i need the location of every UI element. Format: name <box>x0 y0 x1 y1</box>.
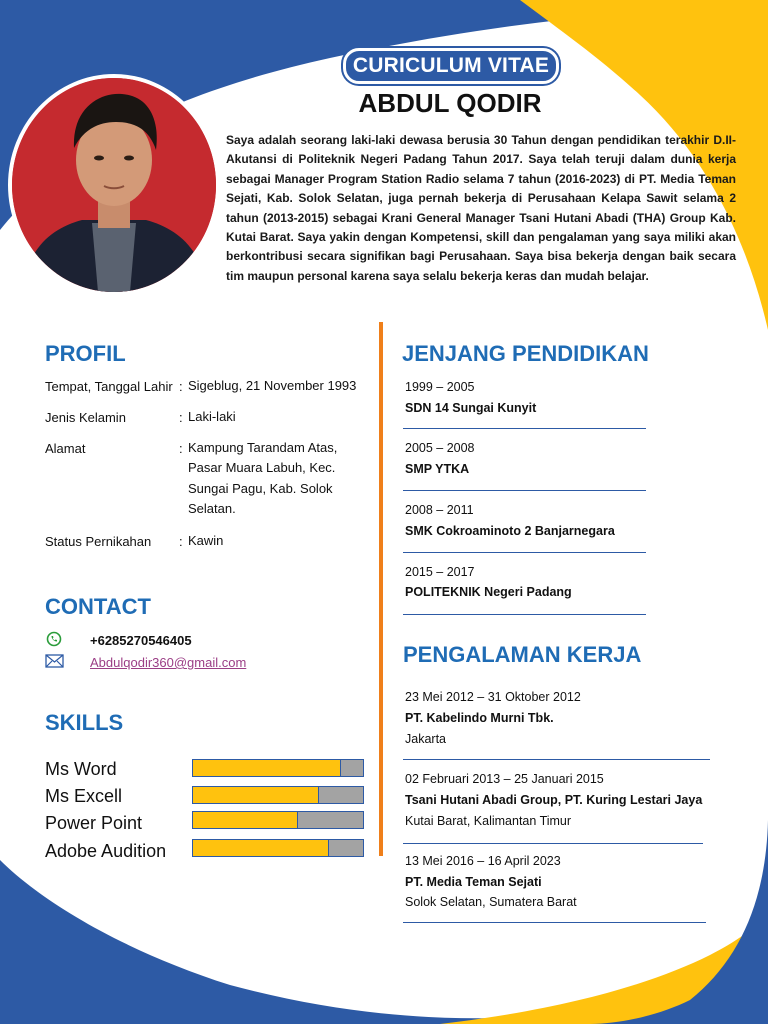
profile-photo <box>8 74 220 296</box>
profil-sep: : <box>179 379 183 394</box>
job-location: Jakarta <box>405 732 446 746</box>
skill-name: Ms Excell <box>45 786 123 806</box>
job-date: 13 Mei 2016 – 16 April 2023 <box>405 854 561 868</box>
profil-value-marital: Kawin <box>188 533 224 548</box>
summary-paragraph: Saya adalah seorang laki-laki dewasa berusia 30 Tahun dengan pendidikan terakhir D.II-Akutansi di Politeknik Negeri Padang Tahun 2017. Saya telah teruji dalam dunia kerja sebagai Manager Program Station Radio selama 7 tahun (2016-2023) di PT. Media Teman Sejati, Kab. Solok Selatan, juga pernah bekerja di Perusahaan Kelapa Sawit selama 2 tahun (2013-2015) sebagai Krani General Manager Tsani Hutani Abadi (THA) Group Kab. Kutai Barat. Saya yakin dengan Kompetensi, skill dan pengalaman yang saya miliki akan berkontribusi secara signifikan bagi Perusahaan. Saya bisa bekerja dengan baik secara tim maupun personal karena saya selalu bekerja keras dan mudah belajar. <box>226 133 736 283</box>
skill-bar-fill <box>193 840 329 856</box>
edu-years: 2005 – 2008 <box>405 441 475 455</box>
skill-bar <box>192 786 364 804</box>
edu-school: SMK Cokroaminoto 2 Banjarnegara <box>405 524 615 538</box>
envelope-icon <box>45 654 64 668</box>
skill-name: Ms Word <box>45 759 117 779</box>
job-company: PT. Kabelindo Murni Tbk. <box>405 711 554 725</box>
edu-rule <box>403 552 646 553</box>
profil-heading: PROFIL <box>45 341 126 366</box>
skill-name: Adobe Audition <box>45 841 167 861</box>
pengalaman-heading: PENGALAMAN KERJA <box>403 642 642 667</box>
job-company: PT. Media Teman Sejati <box>405 875 542 889</box>
job-location: Kutai Barat, Kalimantan Timur <box>405 814 572 828</box>
cv-badge: CURICULUM VITAE <box>343 48 559 84</box>
profile-photo-image <box>12 78 216 292</box>
job-company: Tsani Hutani Abadi Group, PT. Kuring Lestari Jaya <box>405 793 703 807</box>
edu-years: 2015 – 2017 <box>405 565 475 579</box>
contact-heading: CONTACT <box>45 594 151 619</box>
edu-rule <box>403 490 646 491</box>
edu-rule <box>403 614 646 615</box>
skill-bar-fill <box>193 760 341 776</box>
edu-school: SDN 14 Sungai Kunyit <box>405 401 537 415</box>
skill-bar-fill <box>193 812 298 828</box>
edu-school: POLITEKNIK Negeri Padang <box>405 585 572 599</box>
profil-value-address-line: Kampung Tarandam Atas, <box>188 440 338 455</box>
job-date: 23 Mei 2012 – 31 Oktober 2012 <box>405 690 581 704</box>
profil-label-address: Alamat <box>45 441 86 456</box>
pendidikan-heading: JENJANG PENDIDIKAN <box>402 341 649 366</box>
whatsapp-icon <box>46 631 62 647</box>
edu-school: SMP YTKA <box>405 462 470 476</box>
edu-rule <box>403 428 646 429</box>
edu-years: 1999 – 2005 <box>405 380 475 394</box>
profil-value-address-line: Pasar Muara Labuh, Kec. <box>188 460 336 475</box>
person-name: ABDUL QODIR <box>358 88 542 118</box>
profil-label-gender: Jenis Kelamin <box>45 410 126 425</box>
profil-value-ttl: Sigeblug, 21 November 1993 <box>188 378 357 393</box>
profil-label-marital: Status Pernikahan <box>45 534 152 549</box>
skill-bar <box>192 759 364 777</box>
phone-number: +6285270546405 <box>90 633 192 648</box>
job-date: 02 Februari 2013 – 25 Januari 2015 <box>405 772 604 786</box>
profil-value-address-line: Selatan. <box>188 501 236 516</box>
job-rule <box>403 759 710 760</box>
profil-sep: : <box>179 441 183 456</box>
profil-value-gender: Laki-laki <box>188 409 236 424</box>
skills-heading: SKILLS <box>45 710 124 735</box>
skill-bar <box>192 839 364 857</box>
skill-bar <box>192 811 364 829</box>
edu-years: 2008 – 2011 <box>405 503 474 517</box>
profil-value-address-line: Sungai Pagu, Kab. Solok <box>188 481 333 496</box>
job-rule <box>403 843 703 844</box>
column-divider <box>379 322 383 856</box>
profil-sep: : <box>179 534 183 549</box>
email-link[interactable]: Abdulqodir360@gmail.com <box>90 655 247 670</box>
skill-bar-fill <box>193 787 319 803</box>
skill-name: Power Point <box>45 813 143 833</box>
profil-label-ttl: Tempat, Tanggal Lahir <box>45 379 173 394</box>
job-location: Solok Selatan, Sumatera Barat <box>405 895 577 909</box>
job-rule <box>403 922 706 923</box>
profil-sep: : <box>179 410 183 425</box>
